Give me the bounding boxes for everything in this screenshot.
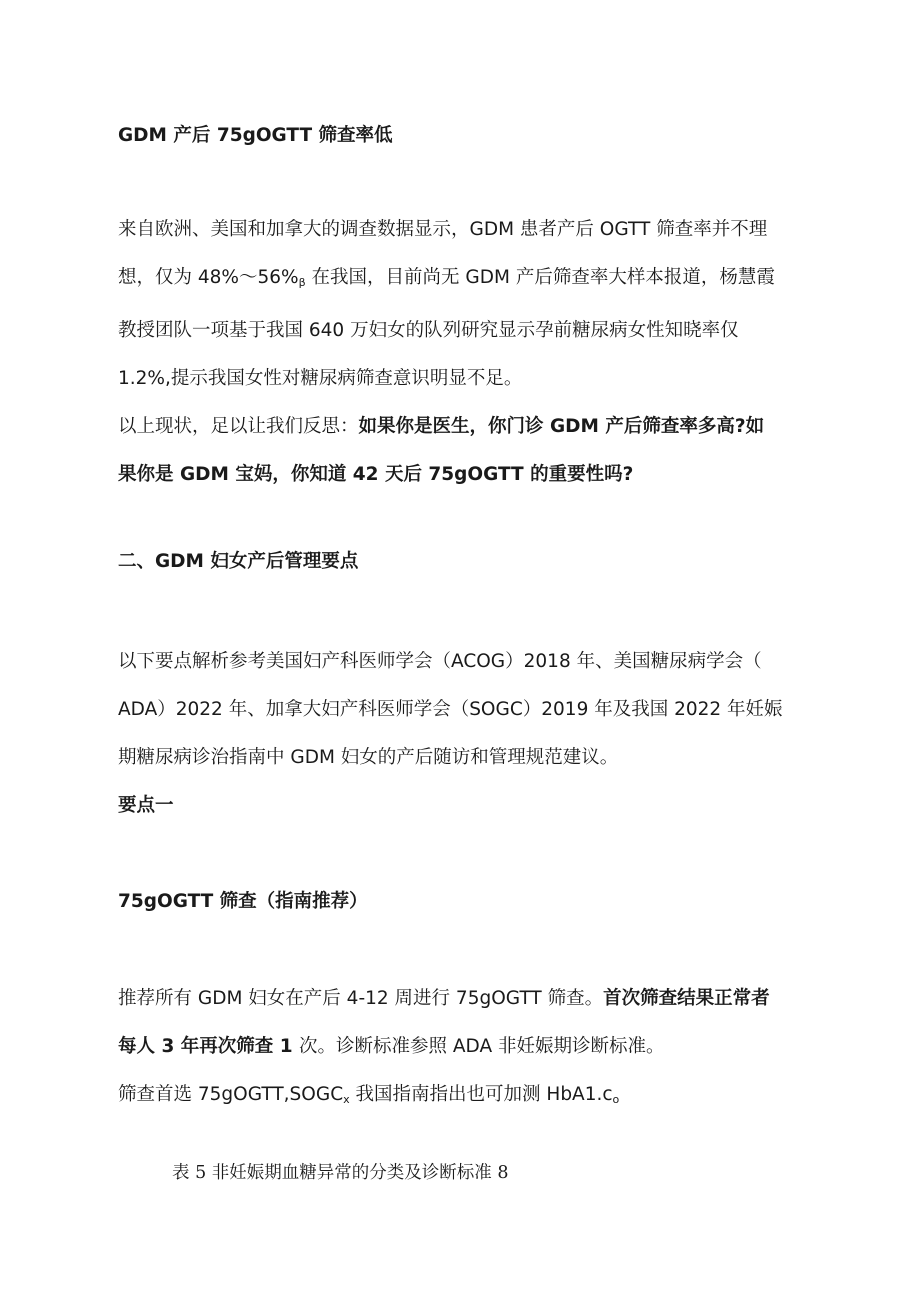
bold-question: 如果你是医生，你门诊 GDM 产后筛查率多高?如 <box>358 416 765 437</box>
paragraph-line-bold: 果你是 GDM 宝妈，你知道 42 天后 75gOGTT 的重要性吗? <box>118 464 634 485</box>
subscript: β <box>298 276 306 289</box>
section-heading-screening-rate: GDM 产后 75gOGTT 筛查率低 <box>118 125 393 146</box>
paragraph-line: 来自欧洲、美国和加拿大的调查数据显示，GDM 患者产后 OGTT 筛查率并不理 <box>118 219 768 240</box>
paragraph-line: 教授团队一项基于我国 640 万妇女的队列研究显示孕前糖尿病女性知晓率仅 <box>118 320 739 341</box>
paragraph-line: ADA）2022 年、加拿大妇产科医师学会（SOGC）2019 年及我国 2022 年妊娠 <box>118 699 783 720</box>
point-heading: 75gOGTT 筛查（指南推荐） <box>118 891 368 912</box>
section-heading-management: 二、GDM 妇女产后管理要点 <box>118 551 359 572</box>
paragraph-recommendation <box>118 975 818 1124</box>
paragraph-line: 想，仅为 $48\%\sim 56\%_\beta$ 在我国，目前尚无 GDM 产后筛查率大样本报道，杨慧霞 <box>118 267 775 289</box>
paragraph-line: 以上现状，足以让我们反思：如果你是医生，你门诊 GDM 产后筛查率多高?如 <box>118 416 765 437</box>
paragraph-line: 以下要点解析参考美国妇产科医师学会（ACOG）2018 年、美国糖尿病学会（ <box>118 651 762 672</box>
paragraph-line: 每人 3 年再次筛查 1 次。诊断标准参照 ADA 非妊娠期诊断标准。 <box>118 1036 665 1057</box>
paragraph-line: 筛查首选 $75gOGTT,SOGC_x$ 我国指南指出也可加测 $HbA1.c_o$ <box>118 1084 620 1106</box>
paragraph-line: 期糖尿病诊治指南中 GDM 妇女的产后随访和管理规范建议。 <box>118 747 619 768</box>
paragraph-survey-data <box>118 206 818 499</box>
table-caption: 表 5 非妊娠期血糖异常的分类及诊断标准 8 <box>172 1163 509 1183</box>
subscript: o <box>612 1093 620 1106</box>
paragraph-line: 1.2%,提示我国女性对糖尿病筛查意识明显不足。 <box>118 368 523 389</box>
point-label: 要点一 <box>118 795 174 816</box>
subscript: x <box>343 1093 350 1106</box>
paragraph-guideline-sources <box>118 638 818 830</box>
paragraph-line: 推荐所有 GDM 妇女在产后 4-12 周进行 75gOGTT 筛查。首次筛查结果正常者 <box>118 988 770 1009</box>
